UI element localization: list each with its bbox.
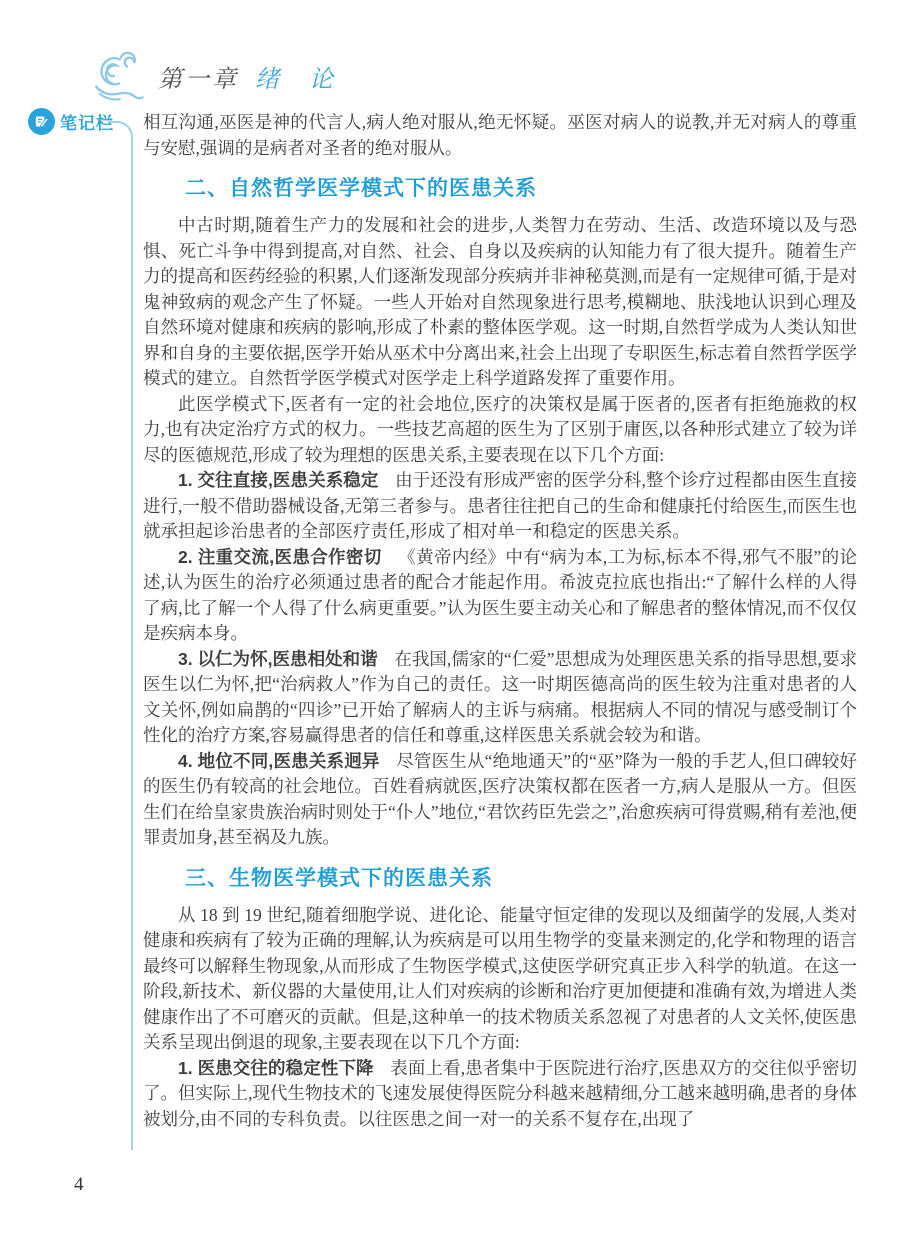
page-body	[143, 110, 857, 1132]
item-text: 尽管医生从“绝地通天”的“巫”降为一般的手艺人,但口碑较好的医生仍有较高的社会地位。百姓看病就医,医疗决策权都在医者一方,病人是服从一方。但医生们在给皇家贵族治病时则处于“仆人”地位,“君饮药臣先尝之”,治愈疾病可得赏赐,稍有差池,便罪责加身,甚至祸及九族。	[143, 750, 857, 847]
chapter-header	[84, 44, 336, 108]
numbered-item	[143, 749, 857, 851]
notes-column-label: 笔记栏	[60, 114, 114, 133]
numbered-item	[143, 1056, 857, 1133]
numbered-item	[143, 468, 857, 545]
chapter-title: 绪 论	[255, 66, 336, 93]
notes-column-divider	[108, 121, 133, 1150]
paragraph: 从 18 到 19 世纪,随着细胞学说、进化论、能量守恒定律的发现以及细菌学的发展,人类对健康和疾病有了较为正确的理解,认为疾病是可以用生物学的变量来测定的,化学和物理的语言最终可以解释生物现象,从而形成了生物医学模式,这使医学研究真正步入科学的轨道。在这一阶段,新技术、新仪器的大量使用,让人们对疾病的诊断和治疗更加便捷和准确有效,为增进人类健康作出了不可磨灭的贡献。但是,这种单一的技术物质关系忽视了对患者的人文关怀,使医患关系呈现出倒退的现象,主要表现在以下几个方面:	[143, 904, 857, 1052]
item-text: 表面上看,患者集中于医院进行治疗,医患双方的交往似乎密切了。但实际上,现代生物技术的飞速发展使得医院分科越来越精细,分工越来越明确,患者的身体被划分,由不同的专科负责。以往医患之间一对一的关系不复存在,出现了	[143, 1057, 857, 1129]
numbered-item	[143, 647, 857, 749]
item-lead: 4. 地位不同,医患关系迥异	[178, 750, 380, 771]
paragraph: 此医学模式下,医者有一定的社会地位,医疗的决策权是属于医者的,医者有拒绝施救的权力,也有决定治疗方式的权力。一些技艺高超的医生为了区别于庸医,以各种形式建立了较为详尽的医德规范,形成了较为理想的医患关系,主要表现在以下几个方面:	[143, 393, 857, 465]
auspicious-cloud-icon	[84, 44, 144, 108]
section-heading-3: 三、生物医学模式下的医患关系	[185, 866, 493, 890]
numbered-item	[143, 545, 857, 647]
continuation-paragraph: 相互沟通,巫医是神的代言人,病人绝对服从,绝无怀疑。巫医对病人的说教,并无对病人的尊重与安慰,强调的是病者对圣者的绝对服从。	[143, 112, 857, 158]
item-lead: 1. 医患交往的稳定性下降	[178, 1057, 374, 1078]
item-lead: 3. 以仁为怀,医患相处和谐	[178, 648, 378, 669]
item-text: 由于还没有形成严密的医学分科,整个诊疗过程都由医生直接进行,一般不借助器械设备,无第三者参与。患者往往把自己的生命和健康托付给医生,而医生也就承担起诊治患者的全部医疗责任,形成了相对单一和稳定的医患关系。	[143, 470, 857, 541]
section-heading-2: 二、自然哲学医学模式下的医患关系	[185, 177, 537, 200]
item-lead: 1. 交往直接,医患关系稳定	[178, 470, 379, 490]
page-number: 4	[74, 1174, 84, 1195]
item-text: 在我国,儒家的“仁爱”思想成为处理医患关系的指导思想,要求医生以仁为怀,把“治病救人”作为自己的责任。这一时期医德高尚的医生较为注重对患者的人文关怀,例如扁鹊的“四诊”已开始了解病人的主诉与病痛。根据病人不同的情况与感受制订个性化的治疗方案,容易赢得患者的信任和尊重,这样医患关系就会较为和谐。	[143, 648, 857, 745]
chapter-label: 第一章	[158, 66, 239, 93]
notes-column-tag	[28, 108, 114, 135]
notepad-pencil-icon	[28, 108, 55, 135]
item-lead: 2. 注重交流,医患合作密切	[178, 546, 382, 567]
paragraph: 中古时期,随着生产力的发展和社会的进步,人类智力在劳动、生活、改造环境以及与恐惧、死亡斗争中得到提高,对自然、社会、自身以及疾病的认知能力有了很大提升。随着生产力的提高和医药经验的积累,人们逐渐发现部分疾病并非神秘莫测,而是有一定规律可循,于是对鬼神致病的观念产生了怀疑。一些人开始对自然现象进行思考,模糊地、肤浅地认识到心理及自然环境对健康和疾病的影响,形成了朴素的整体医学观。这一时期,自然哲学成为人类认知世界和自身的主要依据,医学开始从巫术中分离出来,社会上出现了专职医生,标志着自然哲学医学模式的建立。自然哲学医学模式对医学走上科学道路发挥了重要作用。	[143, 215, 857, 388]
item-text: 《黄帝内经》中有“病为本,工为标,标本不得,邪气不服”的论述,认为医生的治疗必须通过患者的配合才能起作用。希波克拉底也指出:“了解什么样的人得了病,比了解一个人得了什么病更重要。”认为医生要主动关心和了解患者的整体情况,而不仅仅是疾病本身。	[143, 546, 857, 643]
